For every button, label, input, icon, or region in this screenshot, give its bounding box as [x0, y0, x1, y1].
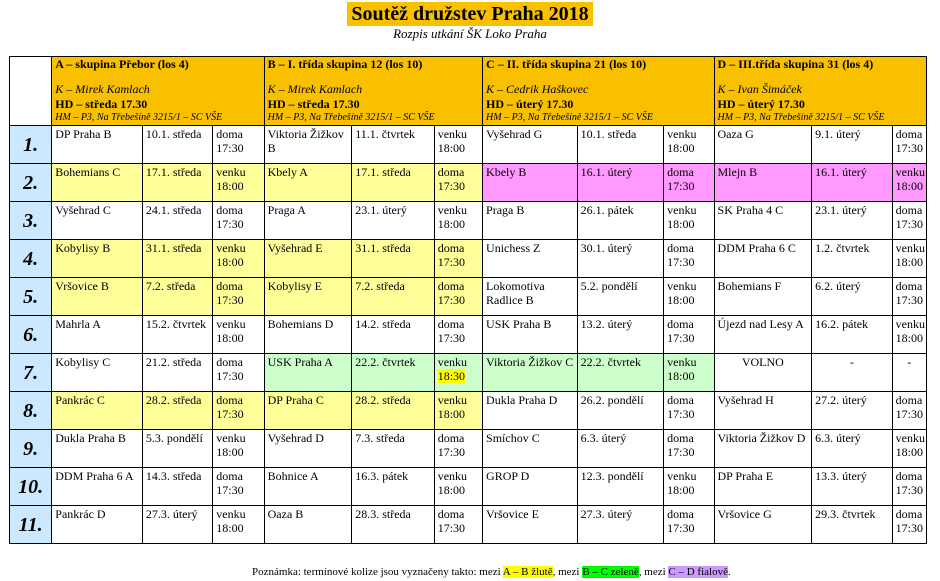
venue-label: doma — [895, 279, 923, 293]
venue-time-cell — [213, 468, 264, 506]
group-home-day: HD – úterý 17.30 — [486, 97, 574, 111]
date-cell: 27.3. úterý — [577, 506, 664, 544]
date-cell: 10.1. středa — [577, 126, 664, 164]
match-time: 18:00 — [667, 293, 695, 307]
match-time: 18:00 — [895, 445, 923, 459]
date-cell: 24.1. středa — [142, 202, 212, 240]
venue-time-cell — [892, 316, 926, 354]
opponent-cell: Praga A — [264, 202, 352, 240]
match-time: 17:30 — [895, 217, 923, 231]
round-row — [10, 506, 927, 544]
date-cell: 15.2. čtvrtek — [142, 316, 212, 354]
match-time: 17:30 — [437, 331, 466, 345]
venue-label: doma — [667, 393, 694, 407]
date-cell: 5.2. pondělí — [577, 278, 664, 316]
date-cell: 28.2. středa — [352, 392, 435, 430]
date-cell: 6.3. úterý — [577, 430, 664, 468]
match-time: 18:00 — [667, 141, 695, 155]
match-time: 17:30 — [216, 407, 244, 421]
venue-time-cell — [664, 278, 714, 316]
opponent-cell: Dukla Praha D — [483, 392, 578, 430]
match-time: 18:00 — [437, 407, 466, 421]
venue-time-cell — [664, 126, 714, 164]
venue-label: doma — [437, 279, 465, 293]
rounds-body — [10, 126, 927, 544]
opponent-cell: Pankrác D — [52, 506, 143, 544]
match-time: 18:00 — [895, 179, 923, 193]
round-row — [10, 468, 927, 506]
match-time: 18:00 — [216, 521, 244, 535]
round-row — [10, 278, 927, 316]
group-home-day: HD – úterý 17.30 — [717, 97, 805, 111]
match-time: 17:30 — [895, 141, 923, 155]
opponent-cell: Vršovice G — [714, 506, 812, 544]
venue-time-cell — [892, 468, 926, 506]
group-home-day: HD – středa 17.30 — [55, 97, 148, 111]
opponent-cell: Bohemians F — [714, 278, 812, 316]
date-cell: 23.1. úterý — [352, 202, 435, 240]
venue-time-cell — [213, 506, 264, 544]
venue-time-cell — [213, 316, 264, 354]
group-captain: K – Cedrik Haškovec — [486, 82, 589, 96]
match-time: 18:00 — [437, 217, 466, 231]
match-time: 17:30 — [437, 521, 466, 535]
date-cell: 28.2. středa — [142, 392, 212, 430]
date-cell: 17.1. středa — [352, 164, 435, 202]
venue-label: doma — [667, 317, 694, 331]
opponent-cell: Mahrla A — [52, 316, 143, 354]
round-row — [10, 316, 927, 354]
venue-time-cell — [434, 316, 482, 354]
group-header-c — [483, 57, 714, 126]
opponent-cell: Kbely B — [483, 164, 578, 202]
date-cell: 7.3. středa — [352, 430, 435, 468]
opponent-cell: Oaza B — [264, 506, 352, 544]
venue-time-cell — [213, 202, 264, 240]
group-name: C – II. třída skupina 21 (los 10) — [486, 57, 647, 71]
venue-label: venku — [667, 469, 697, 483]
opponent-cell: Vršovice E — [483, 506, 578, 544]
venue-label: venku — [437, 355, 468, 369]
note-ab-yellow: A – B žlutě — [502, 566, 553, 578]
venue-time-cell — [664, 506, 714, 544]
round-row — [10, 164, 927, 202]
venue-time-cell — [664, 430, 714, 468]
match-time: 17:30 — [437, 445, 466, 459]
date-cell: 31.1. středa — [352, 240, 435, 278]
date-cell: 14.3. středa — [142, 468, 212, 506]
match-time: 18:00 — [667, 369, 695, 383]
round-number: 10. — [10, 468, 52, 506]
opponent-cell: Mlejn B — [714, 164, 812, 202]
date-cell: 27.2. úterý — [812, 392, 893, 430]
match-time: 17:30 — [895, 293, 923, 307]
opponent-cell: Oaza G — [714, 126, 812, 164]
venue-time-cell — [434, 202, 482, 240]
round-row — [10, 202, 927, 240]
venue-label: doma — [667, 431, 694, 445]
round-number: 9. — [10, 430, 52, 468]
opponent-cell: Vyšehrad E — [264, 240, 352, 278]
opponent-cell: Vršovice B — [52, 278, 143, 316]
match-time: 18:00 — [216, 445, 244, 459]
opponent-cell: VOLNO — [714, 354, 812, 392]
date-cell: 7.2. středa — [352, 278, 435, 316]
venue-label: doma — [437, 317, 465, 331]
round-number: 7. — [10, 354, 52, 392]
venue-label: venku — [667, 279, 697, 293]
date-cell: 16.1. úterý — [577, 164, 664, 202]
opponent-cell: DP Praha C — [264, 392, 352, 430]
match-time: 17:30 — [895, 521, 923, 535]
date-cell: 22.2. čtvrtek — [352, 354, 435, 392]
match-time: 17:30 — [667, 521, 695, 535]
opponent-cell: DDM Praha 6 A — [52, 468, 143, 506]
round-number: 3. — [10, 202, 52, 240]
venue-time-cell — [664, 240, 714, 278]
opponent-cell: Praga B — [483, 202, 578, 240]
opponent-cell: Kobylisy E — [264, 278, 352, 316]
venue-label: doma — [895, 393, 923, 407]
match-time: 17:30 — [667, 407, 695, 421]
date-cell: 23.1. úterý — [812, 202, 893, 240]
opponent-cell: Dukla Praha B — [52, 430, 143, 468]
venue-time-cell — [213, 354, 264, 392]
venue-label: doma — [437, 241, 465, 255]
opponent-cell: Vyšehrad C — [52, 202, 143, 240]
venue-time-cell — [664, 354, 714, 392]
group-venue: HM – P3, Na Třebešíně 3215/1 – SC VŠE — [486, 112, 653, 123]
venue-time-cell — [892, 506, 926, 544]
venue-label: venku — [216, 241, 246, 255]
venue-time-cell — [664, 392, 714, 430]
venue-time-cell — [664, 202, 714, 240]
date-cell: 28.3. středa — [352, 506, 435, 544]
opponent-cell: Smíchov C — [483, 430, 578, 468]
group-venue: HM – P3, Na Třebešíně 3215/1 – SC VŠE — [55, 112, 223, 123]
match-time: 17:30 — [437, 179, 466, 193]
venue-time-cell — [434, 240, 482, 278]
venue-time-cell — [213, 430, 264, 468]
date-cell: 14.2. středa — [352, 316, 435, 354]
opponent-cell: Kbely A — [264, 164, 352, 202]
opponent-cell: Unichess Z — [483, 240, 578, 278]
venue-time-cell — [434, 430, 482, 468]
round-number: 6. — [10, 316, 52, 354]
date-cell: 1.2. čtvrtek — [812, 240, 893, 278]
opponent-cell: Vyšehrad G — [483, 126, 578, 164]
opponent-cell: Bohemians C — [52, 164, 143, 202]
match-time: 18:00 — [216, 255, 244, 269]
corner-cell — [10, 57, 52, 126]
venue-label: venku — [895, 317, 925, 331]
date-cell: 31.1. středa — [142, 240, 212, 278]
date-cell: 16.2. pátek — [812, 316, 893, 354]
date-cell: 29.3. čtvrtek — [812, 506, 893, 544]
date-cell: 13.2. úterý — [577, 316, 664, 354]
date-cell: 10.1. středa — [142, 126, 212, 164]
opponent-cell: Újezd nad Lesy A — [714, 316, 812, 354]
opponent-cell: USK Praha B — [483, 316, 578, 354]
match-time: 18:00 — [216, 331, 244, 345]
round-number: 5. — [10, 278, 52, 316]
venue-time-cell — [434, 354, 482, 392]
venue-time-cell — [434, 392, 482, 430]
venue-time-cell — [434, 126, 482, 164]
venue-label: doma — [216, 469, 243, 483]
venue-label: doma — [895, 127, 923, 141]
date-cell: 16.1. úterý — [812, 164, 893, 202]
opponent-cell: Pankrác C — [52, 392, 143, 430]
venue-label: doma — [667, 507, 694, 521]
date-cell: 26.2. pondělí — [577, 392, 664, 430]
group-header-a — [52, 57, 264, 126]
opponent-cell: Kobylisy B — [52, 240, 143, 278]
round-number: 1. — [10, 126, 52, 164]
venue-time-cell — [892, 430, 926, 468]
opponent-cell: Vyšehrad H — [714, 392, 812, 430]
venue-label: venku — [895, 165, 925, 179]
venue-label: venku — [437, 203, 468, 217]
note-bc-green: B – C zeleně — [582, 566, 639, 578]
date-cell: 17.1. středa — [142, 164, 212, 202]
venue-time-cell — [434, 506, 482, 544]
opponent-cell: Viktoria Žižkov B — [264, 126, 352, 164]
note-prefix: Poznámka: termínové kolize jsou vyznačeny takto: mezi — [252, 566, 503, 578]
opponent-cell: USK Praha A — [264, 354, 352, 392]
venue-label: doma — [216, 393, 243, 407]
venue-time-cell — [434, 468, 482, 506]
opponent-cell: DDM Praha 6 C — [714, 240, 812, 278]
round-number: 8. — [10, 392, 52, 430]
opponent-cell: Bohemians D — [264, 316, 352, 354]
venue-label: - — [907, 355, 912, 369]
opponent-cell: Vyšehrad D — [264, 430, 352, 468]
venue-label: venku — [667, 127, 697, 141]
venue-label: venku — [895, 431, 925, 445]
round-row — [10, 392, 927, 430]
venue-label: venku — [216, 431, 246, 445]
venue-label: venku — [437, 469, 468, 483]
match-time: 17:30 — [895, 483, 923, 497]
match-time: 17:30 — [216, 217, 244, 231]
legend-note — [252, 566, 731, 578]
group-header-d — [714, 57, 926, 126]
page-title: Soutěž družstev Praha 2018 — [347, 2, 592, 26]
match-time: 17:30 — [437, 293, 466, 307]
venue-label: doma — [437, 431, 465, 445]
venue-label: doma — [216, 203, 243, 217]
group-venue: HM – P3, Na Třebešíně 3215/1 – SC VŠE — [717, 112, 885, 123]
date-cell: 27.3. úterý — [142, 506, 212, 544]
match-time: 18:00 — [667, 217, 695, 231]
opponent-cell: GROP D — [483, 468, 578, 506]
group-name: D – III.třída skupina 31 (los 4) — [717, 57, 874, 71]
round-row — [10, 240, 927, 278]
date-cell: - — [812, 354, 893, 392]
note-separator: , mezi — [638, 566, 669, 578]
venue-label: venku — [437, 127, 468, 141]
group-captain: K – Mirek Kamlach — [267, 82, 363, 96]
venue-time-cell — [892, 126, 926, 164]
venue-label: doma — [667, 165, 694, 179]
date-cell: 11.1. čtvrtek — [352, 126, 435, 164]
group-name: A – skupina Přebor (los 4) — [55, 57, 189, 71]
opponent-cell: DP Praha B — [52, 126, 143, 164]
opponent-cell: Viktoria Žižkov C — [483, 354, 578, 392]
date-cell: 6.2. úterý — [812, 278, 893, 316]
round-row — [10, 430, 927, 468]
match-time: 17:30 — [437, 255, 466, 269]
header-row — [10, 57, 927, 126]
group-home-day: HD – středa 17.30 — [267, 97, 360, 111]
venue-label: venku — [667, 203, 697, 217]
opponent-cell: Lokomotiva Radlice B — [483, 278, 578, 316]
venue-time-cell — [664, 164, 714, 202]
venue-label: doma — [437, 507, 465, 521]
round-number: 2. — [10, 164, 52, 202]
page-subtitle: Rozpis utkání ŠK Loko Praha — [393, 26, 547, 41]
match-time: 18:30 — [437, 369, 466, 383]
schedule-table — [9, 56, 927, 544]
date-cell: 7.2. středa — [142, 278, 212, 316]
venue-label: doma — [216, 127, 243, 141]
match-time: 17:30 — [895, 407, 923, 421]
match-time: 17:30 — [667, 445, 695, 459]
date-cell: 9.1. úterý — [812, 126, 893, 164]
group-header-b — [264, 57, 482, 126]
venue-time-cell — [213, 126, 264, 164]
match-time: 17:30 — [216, 141, 244, 155]
venue-time-cell — [892, 164, 926, 202]
match-time: 17:30 — [667, 255, 695, 269]
venue-label: doma — [895, 507, 923, 521]
group-captain: K – Ivan Šimáček — [717, 82, 802, 96]
match-time: 17:30 — [667, 179, 695, 193]
note-separator: , mezi — [552, 566, 583, 578]
match-time: 18:00 — [437, 141, 466, 155]
date-cell: 5.3. pondělí — [142, 430, 212, 468]
venue-label: doma — [667, 241, 694, 255]
match-time: 18:00 — [667, 483, 695, 497]
date-cell: 21.2. středa — [142, 354, 212, 392]
opponent-cell: SK Praha 4 C — [714, 202, 812, 240]
match-time: 18:00 — [895, 255, 923, 269]
venue-time-cell — [213, 164, 264, 202]
venue-label: venku — [895, 241, 925, 255]
date-cell: 12.3. pondělí — [577, 468, 664, 506]
match-time: 17:30 — [216, 369, 244, 383]
venue-label: venku — [437, 393, 468, 407]
venue-time-cell — [664, 316, 714, 354]
date-cell: 26.1. pátek — [577, 202, 664, 240]
round-row — [10, 354, 927, 392]
venue-label: venku — [216, 165, 246, 179]
venue-label: doma — [216, 355, 243, 369]
opponent-cell: DP Praha E — [714, 468, 812, 506]
note-cd-purple: C – D fialově — [668, 566, 728, 578]
match-time: 18:00 — [216, 179, 244, 193]
venue-time-cell — [892, 202, 926, 240]
opponent-cell: Bohnice A — [264, 468, 352, 506]
venue-time-cell — [892, 354, 926, 392]
group-captain: K – Mirek Kamlach — [55, 82, 150, 96]
match-time: 18:00 — [437, 483, 466, 497]
venue-label: doma — [895, 203, 923, 217]
venue-label: doma — [216, 279, 243, 293]
opponent-cell: Viktoria Žižkov D — [714, 430, 812, 468]
round-number: 11. — [10, 506, 52, 544]
venue-time-cell — [664, 468, 714, 506]
venue-time-cell — [213, 240, 264, 278]
date-cell: 6.3. úterý — [812, 430, 893, 468]
match-time: 17:30 — [216, 293, 244, 307]
venue-time-cell — [213, 392, 264, 430]
venue-time-cell — [213, 278, 264, 316]
venue-label: venku — [667, 355, 697, 369]
round-row — [10, 126, 927, 164]
opponent-cell: Kobylisy C — [52, 354, 143, 392]
date-cell: 22.2. čtvrtek — [577, 354, 664, 392]
venue-time-cell — [892, 240, 926, 278]
group-venue: HM – P3, Na Třebešíně 3215/1 – SC VŠE — [267, 112, 435, 123]
date-cell: 30.1. úterý — [577, 240, 664, 278]
round-number: 4. — [10, 240, 52, 278]
venue-label: doma — [895, 469, 923, 483]
venue-label: doma — [437, 165, 465, 179]
note-suffix: . — [727, 566, 731, 578]
date-cell: 16.3. pátek — [352, 468, 435, 506]
venue-label: venku — [216, 317, 246, 331]
match-time: 18:00 — [895, 331, 923, 345]
venue-time-cell — [892, 278, 926, 316]
group-name: B – I. třída skupina 12 (los 10) — [267, 57, 423, 71]
date-cell: 13.3. úterý — [812, 468, 893, 506]
match-time: 17:30 — [667, 331, 695, 345]
match-time: 17:30 — [216, 483, 244, 497]
venue-time-cell — [892, 392, 926, 430]
venue-time-cell — [434, 164, 482, 202]
venue-label: venku — [216, 507, 246, 521]
venue-time-cell — [434, 278, 482, 316]
